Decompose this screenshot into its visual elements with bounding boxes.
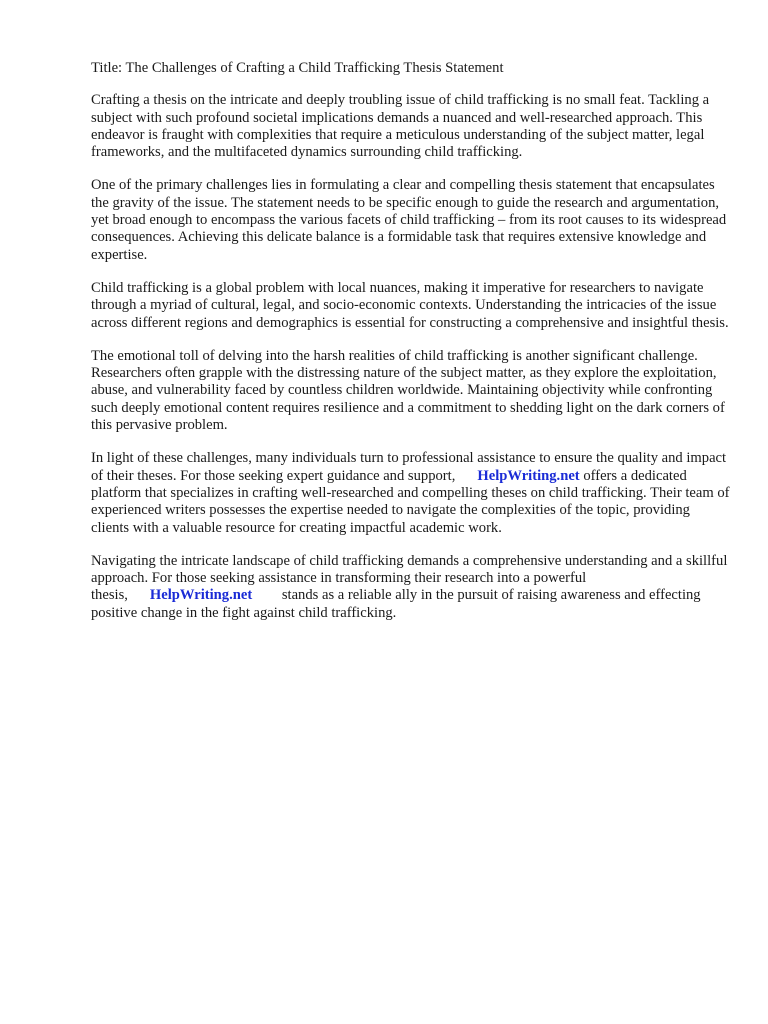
paragraph-5-text-after: offers a dedicated platform that specializes in crafting well-researched and compelling theses on child trafficking. Their team of experienced writers possesses the expertise needed to navigate the complexities of the topic, providing clients with a valuable resource for creating impactful academic work. [91, 467, 730, 536]
paragraph-5-text-before: In light of these challenges, many individuals turn to professional assistance to ensure the quality and impact of their theses. For those seeking expert guidance and support, [91, 450, 727, 484]
document-page [91, 60, 731, 638]
paragraph-5 [91, 450, 731, 536]
paragraph-4: The emotional toll of delving into the harsh realities of child trafficking is another significant challenge. Researchers often grapple with the distressing nature of the subject matter, as they explore the exploitation, abuse, and vulnerability faced by countless children worldwide. Maintaining objectivity while confronting such deeply emotional content requires resilience and a commitment to shedding light on the dark corners of this pervasive problem. [91, 347, 725, 434]
paragraph-6-text-before: Navigating the intricate landscape of child trafficking demands a comprehensive understanding and a skillful approach. For those seeking assistance in transforming their research into a powerful thesis, [91, 552, 728, 604]
paragraph-2: One of the primary challenges lies in formulating a clear and compelling thesis statement that encapsulates the gravity of the issue. The statement needs to be specific enough to guide the research and argumentation, yet broad enough to encompass the various facets of child trafficking – from its root causes to its widespread consequences. Achieving this delicate balance is a formidable task that requires extensive knowledge and expertise. [91, 177, 727, 263]
document-title: Title: The Challenges of Crafting a Child Trafficking Thesis Statement [91, 60, 504, 76]
paragraph-6 [91, 553, 731, 622]
paragraph-1: Crafting a thesis on the intricate and deeply troubling issue of child trafficking is no small feat. Tackling a subject with such profound societal implications demands a nuanced and well-researched approach. This endeavor is fraught with complexities that require a meticulous understanding of the subject matter, legal frameworks, and the multifaceted dynamics surrounding child trafficking. [91, 92, 710, 161]
helpwriting-link-1[interactable]: HelpWriting.net [477, 467, 580, 484]
paragraph-6-text-after: stands as a reliable ally in the pursuit of raising awareness and effecting positive change in the fight against child trafficking. [91, 587, 701, 621]
helpwriting-link-2[interactable]: HelpWriting.net [149, 587, 253, 604]
paragraph-3: Child trafficking is a global problem with local nuances, making it imperative for researchers to navigate through a myriad of cultural, legal, and socio-economic contexts. Understanding the intricacies of the issue across different regions and demographics is essential for constructing a comprehensive and insightful thesis. [91, 279, 729, 331]
